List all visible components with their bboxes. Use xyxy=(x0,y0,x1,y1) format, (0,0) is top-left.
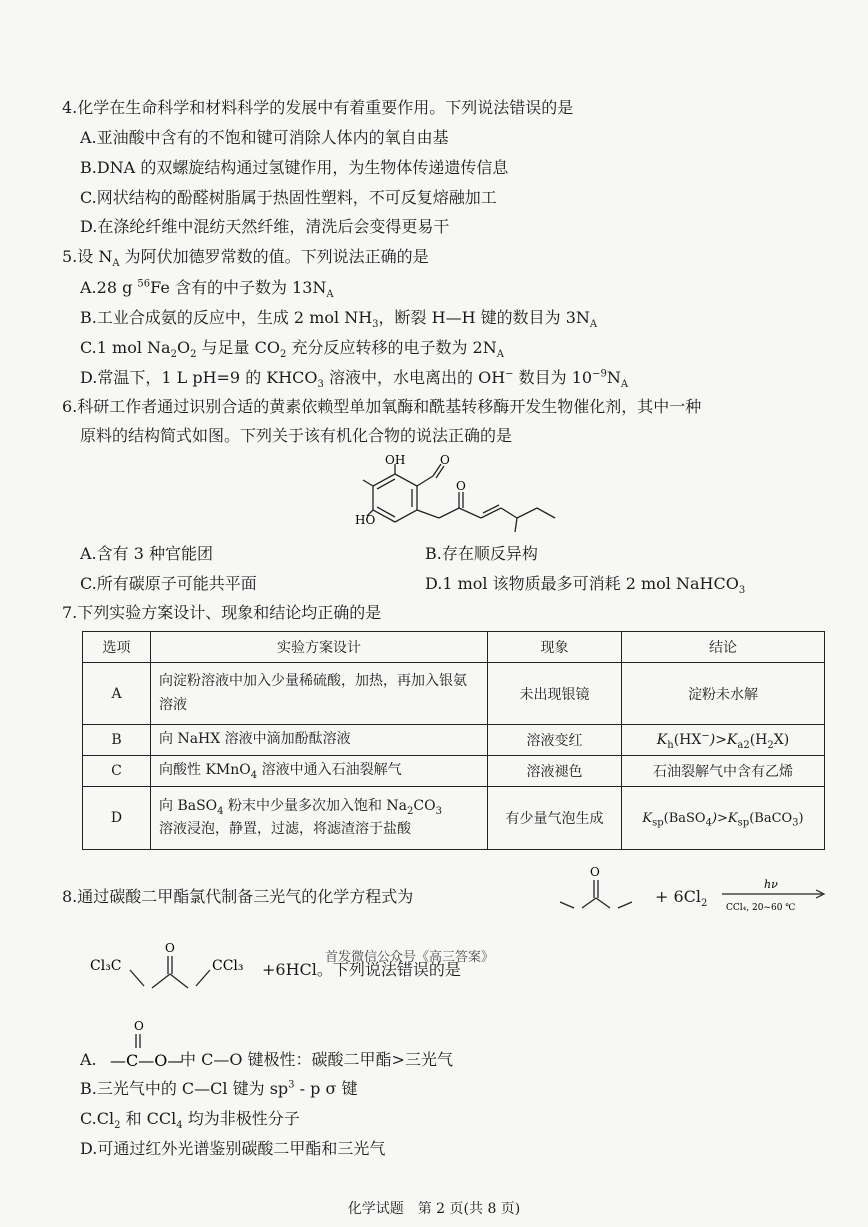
table-header-row xyxy=(83,632,825,663)
q6-oh-bottom: HO xyxy=(355,513,376,527)
header-phenomenon: 现象 xyxy=(488,632,622,663)
row-option: B xyxy=(83,725,151,756)
q4-option-d: D.在涤纶纤维中混纺天然纤维，清洗后会变得更易干 xyxy=(80,217,450,236)
q6-structure-diagram xyxy=(355,452,565,536)
q4-option-a: A.亚油酸中含有的不饱和键可消除人体内的氧自由基 xyxy=(80,128,449,147)
q8-option-a-text: 中 C—O 键极性：碳酸二甲酯>三光气 xyxy=(180,1050,453,1069)
row-option: C xyxy=(83,756,151,787)
q4-stem: 4.化学在生命科学和材料科学的发展中有着重要作用。下列说法错误的是 xyxy=(62,98,574,117)
q6-stem-line2: 原料的结构简式如图。下列关于该有机化合物的说法正确的是 xyxy=(80,426,513,445)
table-row xyxy=(83,725,825,756)
q6-aldehyde-o: O xyxy=(440,453,450,467)
q8-option-d: D.可通过红外光谱鉴别碳酸二甲酯和三光气 xyxy=(80,1139,386,1158)
arrow-condition-light: hν xyxy=(764,878,778,891)
row-phenomenon: 溶液褪色 xyxy=(488,756,622,787)
table-row xyxy=(83,787,825,850)
q4-option-c: C.网状结构的酚醛树脂属于热固性塑料，不可反复熔融加工 xyxy=(80,188,497,207)
experiment-table xyxy=(82,631,825,850)
q6-option-a: A.含有 3 种官能团 xyxy=(80,544,213,563)
q5-option-b: B.工业合成氨的反应中，生成 2 mol $NH_3$，断裂 H—H 键的数目为 $3N_A$ xyxy=(80,308,598,331)
table-row xyxy=(83,663,825,725)
header-conclusion: 结论 xyxy=(622,632,825,663)
row-phenomenon: 溶液变红 xyxy=(488,725,622,756)
triphosgene-carbonyl-o: O xyxy=(165,941,175,955)
row-conclusion: $K_h(HX^-)>K_{a2}(H_2X)$ xyxy=(622,725,825,756)
row-conclusion: $K_{sp}(BaSO_4)>K_{sp}(BaCO_3)$ xyxy=(622,787,825,850)
q8-option-b: B.三光气中的 C—Cl 键为 $sp^3$ - p σ 键 xyxy=(80,1079,358,1098)
row-option: A xyxy=(83,663,151,725)
q6-ketone-o: O xyxy=(456,479,466,493)
q8-stem: 8.通过碳酸二甲酯氯代制备三光气的化学方程式为 xyxy=(62,887,414,906)
fragment-bond-text: —C—O— xyxy=(110,1051,184,1070)
q8-option-c: $C.Cl_2$ 和 CCl$_4$ 均为非极性分子 xyxy=(80,1109,300,1132)
ester-bond-fragment xyxy=(110,1016,190,1070)
ccl3-group: CCl₃ xyxy=(212,958,244,974)
arrow-condition-solvent-temp: CCl₄, 20~60 ℃ xyxy=(726,903,796,913)
header-design: 实验方案设计 xyxy=(151,632,488,663)
q4-option-b: B.DNA 的双螺旋结构通过氢键作用，为生物体传递遗传信息 xyxy=(80,158,509,177)
row-option: D xyxy=(83,787,151,850)
q7-stem: 7.下列实验方案设计、现象和结论均正确的是 xyxy=(62,603,382,622)
page-footer: 化学试题 第 2 页(共 8 页) xyxy=(347,1201,521,1217)
reaction-arrow xyxy=(718,872,830,918)
q8-plus-cl2: + $6Cl_2$ xyxy=(655,887,708,910)
q8-option-a-prefix: A. xyxy=(80,1050,97,1069)
q6-stem-line1: 6.科研工作者通过识别合适的黄素依赖型单加氧酶和酰基转移酶开发生物催化剂，其中一种 xyxy=(62,397,702,416)
fragment-carbonyl-o: O xyxy=(134,1019,144,1033)
row-design: 向 NaHX 溶液中滴加酚酞溶液 xyxy=(151,725,488,756)
q5-option-c: C.1 mol $Na_2O_2$ 与足量 $CO_2$ 充分反应转移的电子数为 $2N_A$ xyxy=(80,338,504,361)
row-design: 向 BaSO$_4$ 粉末中少量多次加入饱和 $Na_2CO_3$ 溶液浸泡，静置，过滤，将滤渣溶于盐酸 xyxy=(151,787,488,850)
dmc-carbonyl-o: O xyxy=(590,865,600,879)
row-design: 向酸性 KMnO$_4$ 溶液中通入石油裂解气 xyxy=(151,756,488,787)
q8-plus-hcl: +6HCl。下列说法错误的是 xyxy=(262,960,461,979)
q6-option-b: B.存在顺反异构 xyxy=(425,544,538,563)
row-phenomenon: 有少量气泡生成 xyxy=(488,787,622,850)
cl3c-group: Cl₃C xyxy=(90,958,122,974)
row-conclusion: 石油裂解气中含有乙烯 xyxy=(622,756,825,787)
row-conclusion: 淀粉未水解 xyxy=(622,663,825,725)
q5-option-d: D.常温下，1 L pH=9 的 $KHCO_3$ 溶液中，水电离出的 OH− 数目为 $10^{-9}N_A$ xyxy=(80,368,629,391)
q6-option-d: D.1 mol 该物质最多可消耗 2 mol NaHCO$_3$ xyxy=(425,574,746,597)
table-row xyxy=(83,756,825,787)
q5-option-a: A.28 g $^{56}$Fe 含有的中子数为 $13N_A$ xyxy=(80,278,334,301)
q6-oh-top: OH xyxy=(385,453,406,467)
dimethyl-carbonate-structure xyxy=(552,862,642,918)
watermark-text: 首发微信公众号《高三答案》 xyxy=(325,950,495,965)
q5-stem: 5.设 $N_A$ 为阿伏加德罗常数的值。下列说法正确的是 xyxy=(62,247,429,270)
row-design: 向淀粉溶液中加入少量稀硫酸，加热，再加入银氨溶液 xyxy=(151,663,488,725)
header-option: 选项 xyxy=(83,632,151,663)
q6-option-c: C.所有碳原子可能共平面 xyxy=(80,574,257,593)
row-phenomenon: 未出现银镜 xyxy=(488,663,622,725)
triphosgene-structure xyxy=(90,934,270,1006)
